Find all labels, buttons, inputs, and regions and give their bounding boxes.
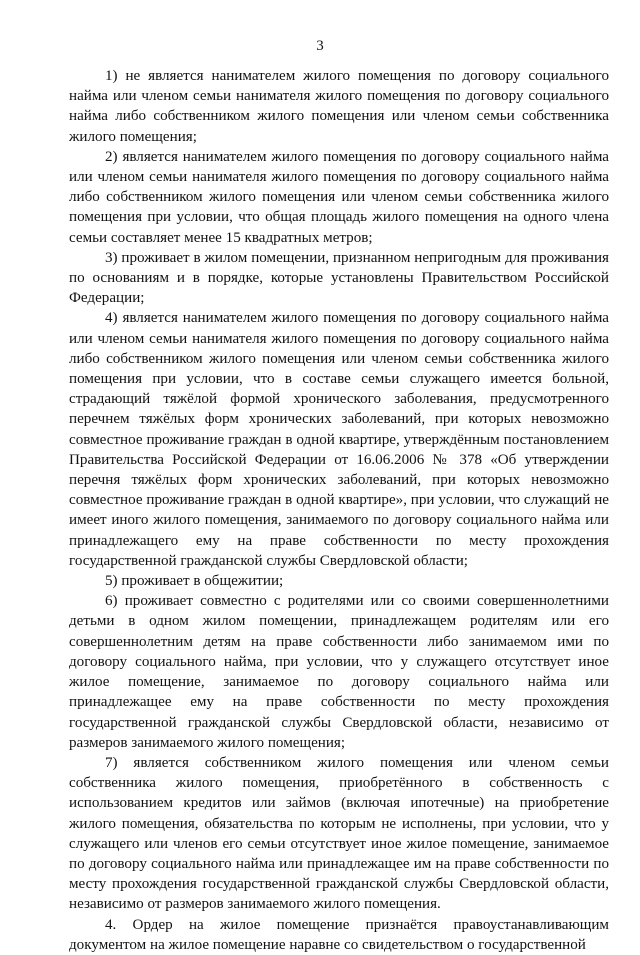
document-body: [69, 66, 609, 955]
paragraph-item-7: 7) является собственником жилого помещения или членом семьи собственника жилого помещения, приобретённого в собственность с использованием кредитов или займов (включая ипотечные) на приобретение жилого помещения, обязательства по которым не исполнены, при условии, что у служащего или членов его семьи отсутствует иное жилое помещение, занимаемое по договору социального найма или принадлежащее им на праве собственности по месту прохождения государственной гражданской службы Свердловской области, независимо от размеров занимаемого жилого помещения.: [69, 754, 609, 913]
page-number: 3: [316, 38, 324, 54]
paragraph-item-5: 5) проживает в общежитии;: [105, 573, 284, 590]
paragraph-item-4: 4) является нанимателем жилого помещения по договору социального найма или членом семьи нанимателя жилого помещения по договору социального найма либо собственником жилого помещения или членом семьи собственника жилого помещения при условии, что в составе семьи служащего имеется больной, страдающий тяжёлой формой хронического заболевания, предусмотренного перечнем тяжёлых форм хронических заболеваний, при которых невозможно совместное проживание граждан в одной квартире, утверждённым постановлением Правительства Российской Федерации от 16.06.2006 № 378 «Об утверждении перечня тяжёлых форм хронических заболеваний, при которых невозможно совместное проживание граждан в одной квартире», при условии, что служащий не имеет иного жилого помещения, занимаемого по договору социального найма или принадлежащего ему на праве собственности по месту прохождения государственной гражданской службы Свердловской области;: [69, 310, 609, 569]
paragraph-item-3: 3) проживает в жилом помещении, признанном непригодным для проживания по основаниям и в порядке, которые установлены Правительством Российской Федерации;: [69, 249, 609, 307]
paragraph-section-4: 4. Ордер на жилое помещение признаётся правоустанавливающим документом на жилое помещение наравне со свидетельством о государственной: [69, 916, 609, 953]
paragraph-item-1: 1) не является нанимателем жилого помещения по договору социального найма или членом семьи нанимателя жилого помещения по договору социального найма либо собственником жилого помещения или членом семьи собственника жилого помещения;: [69, 68, 609, 145]
paragraph-item-6: 6) проживает совместно с родителями или со своими совершеннолетними детьми в одном жилом помещении, принадлежащем родителям или его совершеннолетним детям на праве собственности либо занимаемом ими по договору социального найма, при условии, что у служащего отсутствует иное жилое помещение, занимаемое по договору социального найма или принадлежащее ему на праве собственности по месту прохождения государственной гражданской службы Свердловской области, независимо от размеров занимаемого жилого помещения;: [69, 593, 609, 751]
paragraph-item-2: 2) является нанимателем жилого помещения по договору социального найма или членом семьи нанимателя жилого помещения по договору социального найма либо собственником жилого помещения или членом семьи собственника жилого помещения при условии, что общая площадь жилого помещения на одного члена семьи составляет менее 15 квадратных метров;: [69, 148, 609, 246]
